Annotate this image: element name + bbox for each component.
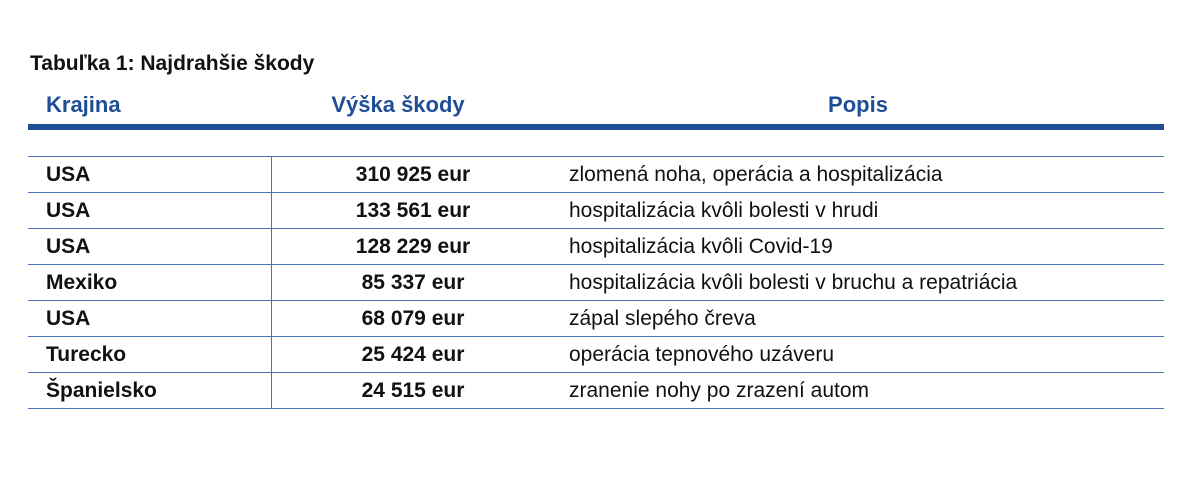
column-divider: [271, 301, 272, 337]
table-header: [28, 86, 1164, 124]
cell-amount: 85 337 eur: [361, 271, 465, 294]
cell-description: zranenie nohy po zrazení autom: [569, 379, 870, 402]
cell-description: hospitalizácia kvôli bolesti v bruchu a repatriácia: [569, 271, 1018, 294]
cell-amount: 25 424 eur: [361, 343, 465, 366]
table-row: [28, 157, 1164, 193]
cell-amount: 24 515 eur: [361, 379, 465, 402]
column-divider: [271, 229, 272, 265]
column-header-amount: Výška škody: [331, 92, 465, 117]
table-row: [28, 229, 1164, 265]
table-row: [28, 193, 1164, 229]
cell-amount: 128 229 eur: [355, 235, 471, 258]
cell-country: USA: [46, 235, 91, 258]
cell-country: USA: [46, 199, 91, 222]
column-header-description: Popis: [828, 92, 888, 117]
table-row: [28, 301, 1164, 337]
cell-country: Turecko: [46, 343, 127, 366]
cell-amount: 133 561 eur: [355, 199, 471, 222]
column-divider: [271, 373, 272, 409]
table-row: [28, 337, 1164, 373]
table-row: [28, 373, 1164, 409]
cell-country: USA: [46, 163, 91, 186]
cell-amount: 68 079 eur: [361, 307, 465, 330]
cell-amount: 310 925 eur: [355, 163, 471, 186]
cell-description: operácia tepnového uzáveru: [569, 343, 835, 366]
column-divider: [271, 157, 272, 193]
cell-country: Mexiko: [46, 271, 118, 294]
column-divider: [271, 193, 272, 229]
column-divider: [271, 265, 272, 301]
column-divider: [271, 337, 272, 373]
cell-country: USA: [46, 307, 91, 330]
table-row: [28, 265, 1164, 301]
header-spacer: [28, 130, 1164, 157]
cell-description: hospitalizácia kvôli Covid-19: [569, 235, 833, 258]
cell-description: hospitalizácia kvôli bolesti v hrudi: [569, 199, 879, 222]
column-header-country: Krajina: [46, 92, 121, 117]
table-caption: Tabuľka 1: Najdrahšie škody: [30, 52, 315, 75]
cell-description: zápal slepého čreva: [569, 307, 756, 330]
cell-description: zlomená noha, operácia a hospitalizácia: [569, 163, 943, 186]
damages-table: [28, 86, 1164, 409]
cell-country: Španielsko: [46, 379, 157, 402]
